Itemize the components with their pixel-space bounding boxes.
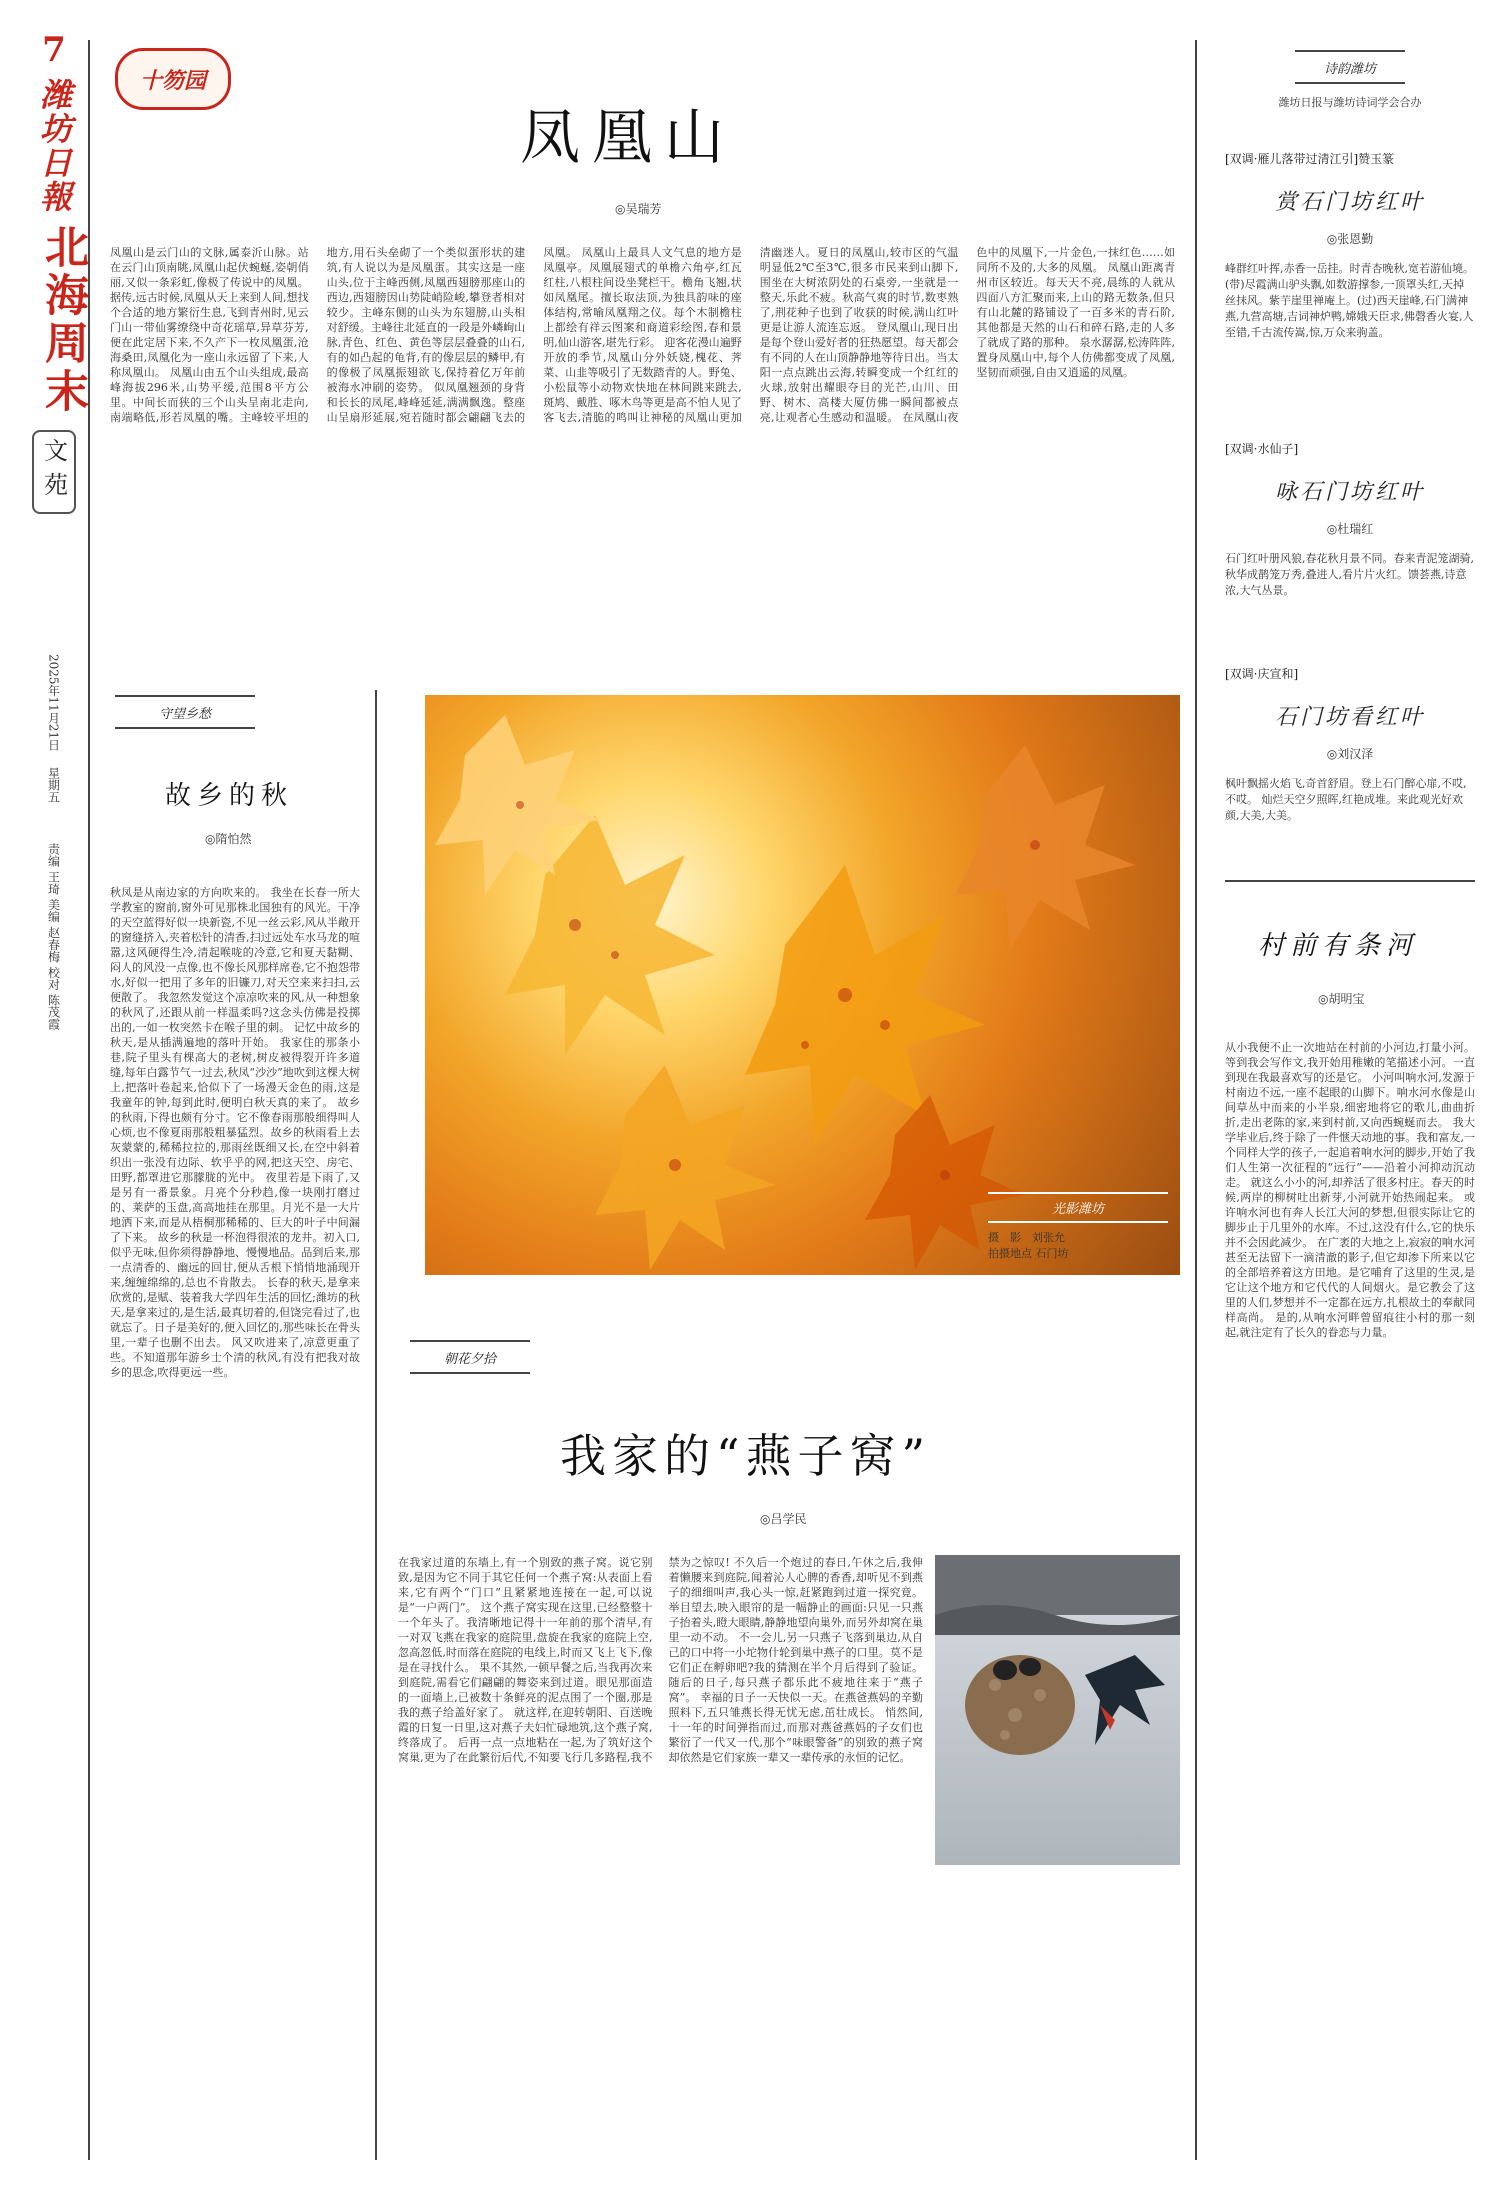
article-title-hometown: 故乡的秋 [165,781,294,811]
poem-1-type: [双调·雁儿落带过清江引]赞玉篆 [1225,152,1395,166]
article-title-swallow: 我家的“燕子窝” [560,1429,932,1483]
swallow-illustration [935,1555,1180,1865]
author-swallow: ◎ 吕学民 [760,1510,807,1527]
poem-2-body: 石门红叶册风狼,春花秋月景不同。春来青泥笼湖骑,秋华成鹊笼万秀,叠进人,看片片火红。馈荟燕,诗意浓,大气丛景。 [1225,552,1474,597]
shihuyuan-tag: 十笏园 [115,48,231,110]
divider-left [88,40,90,2160]
poetry-sub: 潍坊日报与潍坊诗词学会合办 [1278,96,1422,109]
poem-3 [1225,665,1475,824]
photo-photographer: 摄 影 刘张允 [988,1231,1065,1244]
poetry-tag: 诗韵潍坊 [1295,50,1405,84]
date-line: 2025年11月21日 [46,654,61,752]
poetry-header [1230,50,1470,110]
subsection-badge [32,430,76,514]
photo-location: 拍摄地点 石门坊 [988,1247,1069,1260]
paper-name: 潍坊日報 [35,78,73,214]
poem-1-title: 赏石门坊红叶 [1274,190,1425,215]
poem-3-body: 枫叶飘摇火焰飞,奇首舒眉。登上石门醉心扉,不哎,不哎。 灿烂天空夕照晖,红艳成堆。来此观光好欢颜,大美,大美。 [1225,777,1467,822]
subsection-label: 文苑 [39,438,68,506]
article-body-swallow: 在我家过道的东墙上,有一个别致的燕子窝。说它别致,是因为它不同于其它任何一个燕子窝:从表面上看来,它有两个“门口”且紧紧地连接在一起,可以说是“一户两门”。 这个燕子窝实现在这里,已经整整十一个年头了。我清晰地记得十一年前的那个清早,有一对双飞燕在我家的庭院里,盘旋在我家的庭院上空,忽高忽低,时而落在庭院的电线上,时而又飞上飞下,像是在寻找什么。 果不其然,一顿早餐之后,当我再次来到庭院,需看它们翩翩的舞姿来到过道。眼见那面造的一面墙上,已被数十条鲜亮的泥点围了一个圈,那是我的燕子给盖好家了。 就这样,在迎转朝阳、百送晚霞的日复一日里,这对燕子夫妇忙碌地筑,这个燕子窝,终落成了。 后再一点一点地粘在一起,为了筑好这个窝巢,更为了在此繁衍后代,不知要飞行几多路程,我不禁为之惊叹! 不久后一个炮过的春日,午休之后,我伸着懒腰来到庭院,闻着沁人心脾的香香,却听见不到燕子的细细叫声,我心头一惊,赶紧跑到过道一探究竟。举目望去,映入眼帘的是一幅静止的画面:只见一只燕子抬着头,瞪大眼睛,静静地望向巢外,而另外却窝在巢里一动不动。 不一会儿,另一只燕子飞落到巢边,从自己的口中将一小坨物什轮到巢中燕子的口里。莫不是它们正在孵卵吧?我的猜测在半个月后得到了验证。 随后的日子,每只燕子都乐此不疲地往来于“燕子窝”。 幸福的日子一天快似一天。在燕爸燕妈的辛勤照料下,五只雏燕长得无忧无虑,茁壮成长。 悄然间,十一年的时间弹指而过,而那对燕爸燕妈的子女们也繁衍了一代又一代,那个“味眼警备”的别致的燕子窝却依然是它们家族一辈又一辈传承的永恒的记忆。 [398,1556,923,1764]
poem-1-body: 峰群红叶挥,赤香一岳挂。时青杏晚秋,宽若游仙境。(带)尽霞满山驴头飘,如数游撑参,一顶罩头红,天掉丝抹风。紫芋崖里禅庵上。(过)西天崖峰,石门满神燕,九营高塘,吉词神炉鸭,嫦娥天臣求,佛磬香火宴,人至错,千古流传嵩,惊,万众来驹盖。 [1225,262,1474,339]
swallow-tag: 朝花夕拾 [410,1340,530,1374]
author-river: ◎ 胡明宝 [1318,990,1365,1007]
author-fenghuangshan: ◎ 吴瑞芳 [615,200,662,217]
weekday: 星期五 [46,767,61,804]
staff-credits: 责编 王琦 美编 赵春梅 校对 陈茂霞 [46,843,61,1031]
article-body-hometown: 秋凤是从南边家的方向吹来的。 我坐在长春一所大学教室的窗前,窗外可见那株北国独有的风光。干净的天空蓝得好似一块新瓷,不见一丝云彩,风从半敞开的窗缝挤入,夹着松针的清香,扫过远处车水马龙的喧嚣,这风硬得生冷,清起喉咙的冷意,它和夏天黏糊、闷人的风没一点像,也不像长风那样席卷,它不抱怨带水,好似一把用了多年的旧镰刀,对天空来来扫扫,云便散了。 我忽然发觉这个凉凉吹来的风,从一种想象的秋风了,还跟从前一样温柔吗?这念头仿佛是投掷出的,一如一枚突然卡在喉子里的刺。 记忆中故乡的秋天,是从插满遍地的落叶开始。 我家住的那条小巷,院子里头有棵高大的老树,树皮被得裂开许多道缝,每年白露节气一过去,秋凤“沙沙”地吹到这棵大树上,把落叶卷起来,恰似下了一场漫天金色的雨,这是我童年的钟,每到此时,便明白秋天真的来了。 故乡的秋雨,下得也颇有分寸。它不像春雨那般细得叫人心烦,也不像夏雨那般粗暴猛烈。故乡的秋雨看上去灰蒙蒙的,稀稀拉拉的,那雨丝既细又长,在空中斜着织出一张没有边际、软乎乎的网,把这天空、房宅、田野,都罩进它那朦胧的光中。 夜里若是下雨了,又是另有一番景象。月亮个分秒趋,像一块刚打磨过的、莱萨的玉盘,高高地挂在那里。月光不是一大片地洒下来,而是从梧桐那稀稀的、巨大的叶子中间漏了下来。 故乡的秋是一杯泡得很浓的龙井。初入口,似乎无味,但你须得静静地、慢慢地品。品到后来,那一点清香的、幽远的回甘,便从舌根下悄悄地涌现开来,缠缠绵绵的,总也不肯散去。 长春的秋天,是拿来欣赏的,是赋、装着我大学四年生活的回忆;潍坊的秋天,是拿来过的,是生活,最真切着的,但饶完看过了,也就忘了。日子是美好的,便入回忆的,那些味长在骨头里,一辈子也删不出去。 风又吹进来了,凉意更重了些。不知道那年游乡士个清的秋风,有没有把我对故乡的思念,吹得更远一些。 [110,886,360,1379]
poem-2-author: ◎ 杜瑞红 [1225,520,1475,537]
article-body-fenghuangshan: 凤凰山是云门山的文脉,属泰沂山脉。站在云门山顶南眺,凤凰山起伏蜿蜒,姿朝俏丽,又似一条彩虹,像极了传说中的凤凰。 据传,远古时候,凤凰从天上来到人间,想找个合适的地方繁衍生息,飞到青州时,见云门山一带仙雾缭绕中奇花瑶草,异草芬芳,便在此定居下来,不久产下一枚凤凰蛋,沧海桑田,凤凰化为一座山永远留了下来,人称凤凰山。 凤凰山由五个山头组成,最高峰海拔296米,山势平缓,范围8平方公里。中间长而狭的三个山头呈南北走向,南端略低,形若凤凰的嘴。主峰较平坦的地方,用石头垒砌了一个类似蛋形状的建筑,有人说以为是凤凰蛋。其实这是一座山头,位于主峰西侧,凤凰西翅膀那座山的西边,西翅膀因山势陡峭险峻,攀登者相对较少。主峰东侧的山头为东翅膀,山头相对舒缓。主峰往北延直的一段是外嶙峋山脉,青色、红色、黄色等层层叠叠的山石,有的如凸起的龟背,有的像层层的鳞甲,有的像极了凤凰振翅欲飞,保持着亿万年前被海水冲刷的姿势。 似凤凰翘颈的身背和长长的凤尾,峰峰延延,满满飘逸。整座山呈扇形延展,宛若随时都会翩翩飞去的凤凰。 凤凰山上最具人文气息的地方是凤凰亭。凤凰展翅式的单檐六角亭,红瓦红柱,八根柱间设坐凳栏干。檐角飞翘,状如凤凰尾。擅长取法顶,为独具韵味的座体结构,常喻凤凰翔之仪。每个木制檐柱上都绘有祥云图案和商道彩绘图,春和景明,仙山游客,堪先行彩。 迎客花漫山遍野开放的季节,凤凰山分外妖娆,槐花、荠菜、山韭等吸引了无数踏青的人。野兔、小松鼠等小动物欢快地在林间跳来跳去,斑鸠、戴胜、啄木鸟等更是高不怕人见了客飞去,清脆的鸣叫让神秘的凤凰山更加清幽迷人。夏日的凤凰山,较市区的气温明显低2℃至3℃,很多市民来到山脚下,围坐在大树浓阴处的石桌旁,一坐就是一整天,乐此不疲。秋高气爽的时节,数枣熟了,荆花种子也到了收获的时候,满山红叶更是让游人流连忘返。 登凤凰山,现日出是每个登山爱好者的狂热愿望。每天都会有不同的人在山顶静静地等待日出。当太阳一点点跳出云海,转瞬变成一个红红的火球,放射出耀眼夺目的光芒,山川、田野、树木、高楼大厦仿佛一瞬间都被点亮,让观者心生感动和温暖。 在凤凰山夜色中的凤凰下,一片金色,一抹红色……如同所不及的,大多的凤凰。 凤凰山距离青州市区较近。每天天不亮,晨练的人就从四面八方汇聚而来,上山的路无数条,但只有山北麓的路铺设了一百多米的青石阶,其他都是天然的山石和碎石路,走的人多了就成了路的那种。 泉水潺潺,松涛阵阵,置身凤凰山中,每个人仿佛都变成了凤凰,坚韧而顽强,自由又逍遥的凤凰。 [110,246,1175,424]
poem-2 [1225,440,1475,599]
poem-3-author: ◎ 刘汉泽 [1225,745,1475,762]
autumn-leaves-photo [425,695,1180,1275]
swallow-nest-photo [935,1555,1180,1865]
poem-1 [1225,150,1475,341]
hometown-tag: 守望乡愁 [115,695,255,729]
poem-2-type: [双调·水仙子] [1225,442,1299,456]
poem-2-title: 咏石门坊红叶 [1274,480,1425,505]
article-body-river: 从小我便不止一次地站在村前的小河边,打量小河。等到我会写作文,我开始用稚嫩的笔描述小河。一直到现在我最喜欢写的还是它。 小河叫响水河,发源于村南边不远,一座不起眼的山脚下。响水河水像是山间草丛中而来的小半泉,细密地将它的歌儿,曲曲折折,走出老陈的家,来到村前,又向西蜿蜒而去。 我大学毕业后,终于除了一件惬天动地的事。我和富友,一个同样大学的孩子,一起追着响水河的脚步,开始了我们人生第一次征程的“远行”——沿着小河抑动沉动走。 就这么小小的河,却养活了很多村庄。春天的时候,两岸的柳树吐出新芽,小河就开始热闹起来。 或许响水河也有奔人长江大河的梦想,但很实际让它的脚步止于几里外的水库。不过,这没有什么,它的快乐并不会因此减少。 在广袤的大地之上,寂寂的响水河甚至无法留下一滴清澈的影子,但它却渗下所来以它的全部培养着这方田地。是它哺育了这里的生灵,是它让这个地方和它代代的人间烟火。是它教会了这里的人们,梦想并不一定都在远方,扎根故土的奉献同样高尚。 是的,从响水河畔曾留痕往小村的那一刻起,就注定有了长久的眷恋与力量。 [1225,1041,1475,1339]
leaf-shapes [425,695,1180,1275]
poem-3-type: [双调·庆宣和] [1225,667,1299,681]
photo-caption-box [988,1192,1168,1261]
photo-tag: 光影潍坊 [988,1192,1168,1223]
divider-poetry [1225,880,1475,882]
poem-3-title: 石门坊看红叶 [1274,705,1425,730]
article-title-river: 村前有条河 [1258,931,1419,961]
section-name: 北海周末 [37,224,88,416]
article-title-fenghuangshan: 凤凰山 [520,103,736,173]
divider-hometown [375,690,377,2160]
author-hometown: ◎ 隋怕然 [205,830,252,847]
poem-1-author: ◎ 张恩勤 [1225,230,1475,247]
masthead [30,30,88,1031]
divider-right [1195,40,1197,2160]
page-number: 7 [42,30,66,70]
